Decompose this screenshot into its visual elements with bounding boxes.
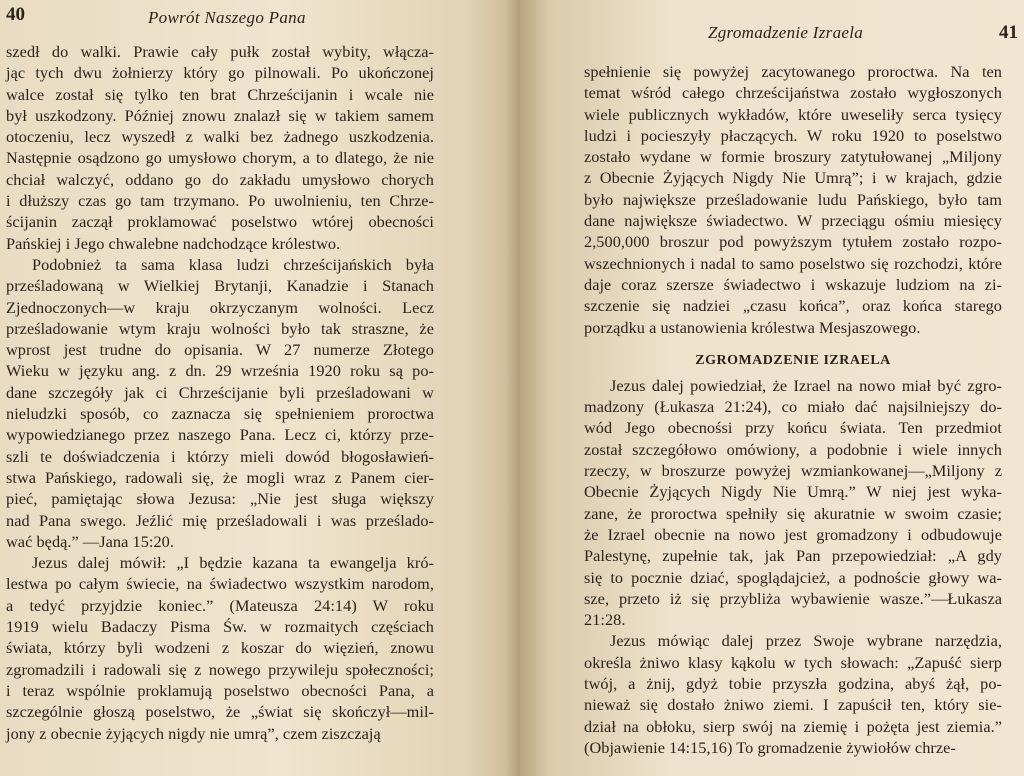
text-line: szczególnie głoszą poselstwo, że „świat się skończył—mil- [6,702,434,722]
text-line: jąc tych dwu żołnierzy który go pilnowali. Po ukończonej [6,63,434,83]
text-line: szli te doświadczenia i którzy mieli dowód błogosławień- [6,446,434,466]
text-line: wprost jest trudne do opisania. W 27 numerze Złotego [6,340,434,360]
left-running-head: Powrót Naszego Pana [148,8,306,27]
section-heading: ZGROMADZENIE IZRAELA [695,352,891,368]
paragraph [584,630,1002,758]
text-line: wypowiedzianego przez naszego Pana. Lecz ci, którzy prze- [6,425,434,445]
text-line: stwa Pańskiego, radowali się, że mogli wraz z Panem cier- [6,467,434,487]
text-line: dane szczegóły jak ci Chrześcijanie byli prześladowani w [6,382,434,402]
text-line: zane, że proroctwa spełniły się akuratnie w swoim czasie; [584,503,1002,523]
text-line: nieludzki sposób, co zaznacza się spełnieniem proroctwa [6,404,434,424]
right-body-text [584,61,1002,758]
text-line: temat wśród całego chrześcijaństwa zostało wygłoszonych [584,83,1002,103]
paragraph [6,254,434,552]
text-line: madzony (Łukasza 21:24), co miało dać najsilniejszy do- [584,397,1002,417]
text-line: wiele publicznych wykładów, które uweseliły serca tysięcy [584,104,1002,124]
right-body-before-heading [584,61,1002,338]
text-line: szczenie się nadziei „czasu końca”, oraz końca starego [584,296,1002,316]
text-line: 2,500,000 broszur pod powyższym tytułem zostało rozpo- [584,232,1002,252]
text-line: zostało wydane w formie broszury zatytułowanej „Miljony [584,147,1002,167]
text-line: twój, a żnij, gdyż tobie przyszła godzina, abyś żął, po- [584,674,1002,694]
text-line: prześladowaną w Wielkiej Brytanji, Kanadzie i Stanach [6,276,434,296]
text-line: że Izrael obecnie na nowo jest gromadzony i odbudowuje [584,524,1002,544]
text-line: był uszkodzony. Później znowu znalazł się w takiem samem [6,105,434,125]
text-line: chciał walczyć, oddano go do zakładu umysłowo chorych [6,169,434,189]
text-line: sze, przeto iż się przybliża wybawienie wasze.”—Łukasza [584,588,1002,608]
text-line: i dłuższy czas go tam trzymano. Po uwolnieniu, ten Chrze- [6,191,434,211]
text-line: daje coraz szersze świadectwo i wskazuje ludziom na zi- [584,274,1002,294]
text-line: dział na obłoku, sierp swój na ziemię i pożęta jest ziemia.” [584,716,1002,736]
text-line: ścijanin zaczął proklamować poselstwo wtórej obecności [6,212,434,232]
right-running-head: Zgromadzenie Izraela [708,23,864,42]
text-line: 21:28. [584,610,626,630]
paragraph [6,552,434,744]
text-line: Podobnież ta sama klasa ludzi chrześcijańskich była [32,254,434,274]
right-body-after-heading [584,375,1002,758]
text-line: nieważ się dostało żniwo ziemi. I zapuścił ten, który sie- [584,695,1002,715]
text-line: Obecnie Żyjących Nigdy Nie Umrą.” W niej jest wyka- [584,482,1002,502]
text-line: walce został się tylko ten brat Chrześcijanin i wcale nie [6,84,434,104]
text-line: się to pocznie dziać, spoglądajcież, a podnoście głowy wa- [584,567,1002,587]
text-line: dane największe świadectwo. W przeciągu ośmiu miesięcy [584,211,1002,231]
text-line: Palestynę, zupełnie tak, jak Pan przepowiedział: „A gdy [584,546,1002,566]
text-line: Zjednoczonych—w kraju okrzyczanym wolności. Lecz [6,297,434,317]
paragraph [584,375,1002,631]
text-line: otoczeniu, lecz wyszedł z walki bez żadnego uszkodzenia. [6,127,434,147]
text-line: szedł do walki. Prawie cały pułk został wybity, włącza- [6,42,434,61]
text-line: Jezus mówiąc dalej przez Swoje wybrane narzędzia, [610,631,1002,651]
text-line: prześladowanie wtym kraju wolności było tak straszne, że [6,318,434,338]
left-body-text [6,41,434,744]
text-line: jony z obecnie żyjących nigdy nie umrą”, czem ziszczają [6,723,381,743]
left-page-number: 40 [6,4,25,25]
text-line: Jezus dalej powiedział, że Izrael na nowo miał być zgro- [610,375,1002,395]
text-line: i teraz wspólnie proklamują poselstwo obecności Pana, a [6,680,434,700]
text-line: wód Jego obecnośsi przy końcu świata. Ten przedmiot [584,418,1002,438]
text-line: Wieku w języku ang. z dn. 29 września 1920 roku są po- [6,361,434,381]
paragraph [584,61,1002,338]
text-line: Jezus dalej mówił: „I będzie kazana ta ewangelja kró- [32,553,434,573]
text-line: określa żniwo klasy kąkolu w tych słowach: „Zapuść sierp [584,652,1002,672]
text-line: Następnie osądzono go umysłowo chorym, a to dlatego, że nie [6,148,434,168]
text-line: spełnienie się powyżej zacytowanego proroctwa. Na ten [584,62,1002,81]
text-line: ludzi i pocieszyły płaczących. W roku 1920 to poselstwo [584,125,1002,145]
text-line: nad Pana swego. Jeźlić mię prześladowali i was prześlado- [6,510,434,530]
text-line: świata, którzy byli wodzeni z koszar do więzień, znowu [6,638,434,658]
text-line: wać będą.” —Jana 15:20. [6,531,174,551]
text-line: porządku a ustanowienia królestwa Mesjaszowego. [584,317,921,337]
text-line: zgromadzili i radowali się z nowego przywileju społeczności; [6,659,434,679]
text-line: lestwa po całym świecie, na świadectwo wszystkim narodom, [6,574,434,594]
text-line: (Objawienie 14:15,16) To gromadzenie żywiołów chrze- [584,737,956,757]
text-line: pieć, pamiętając słowa Jezusa: „Nie jest sługa większy [6,489,434,509]
text-line: rzeczy, w broszurze powyżej wzmiankowanej—„Miljony z [584,461,1002,481]
text-line: było największe prześladowanie ludu Pańskiego, było tam [584,189,1002,209]
text-line: a tedyć przyjdzie koniec.” (Mateusza 24:14) W roku [6,595,434,615]
text-line: 1919 wielu Badaczy Pisma Św. w rozmaitych częściach [6,617,434,637]
text-line: Pańskiej i Jego chwalebne nadchodzące królestwo. [6,233,341,253]
right-page-number: 41 [999,22,1018,43]
text-line: wszechnionych i nadal to samo poselstwo się rozchodzi, które [584,253,1002,273]
text-line: z Obecnie Żyjących Nigdy Nie Umrą”; i w krajach, gdzie [584,168,1002,188]
paragraph [6,41,434,254]
right-page [520,0,1024,776]
text-line: został szczegółowo omówiony, a podobnie i wiele innych [584,439,1002,459]
